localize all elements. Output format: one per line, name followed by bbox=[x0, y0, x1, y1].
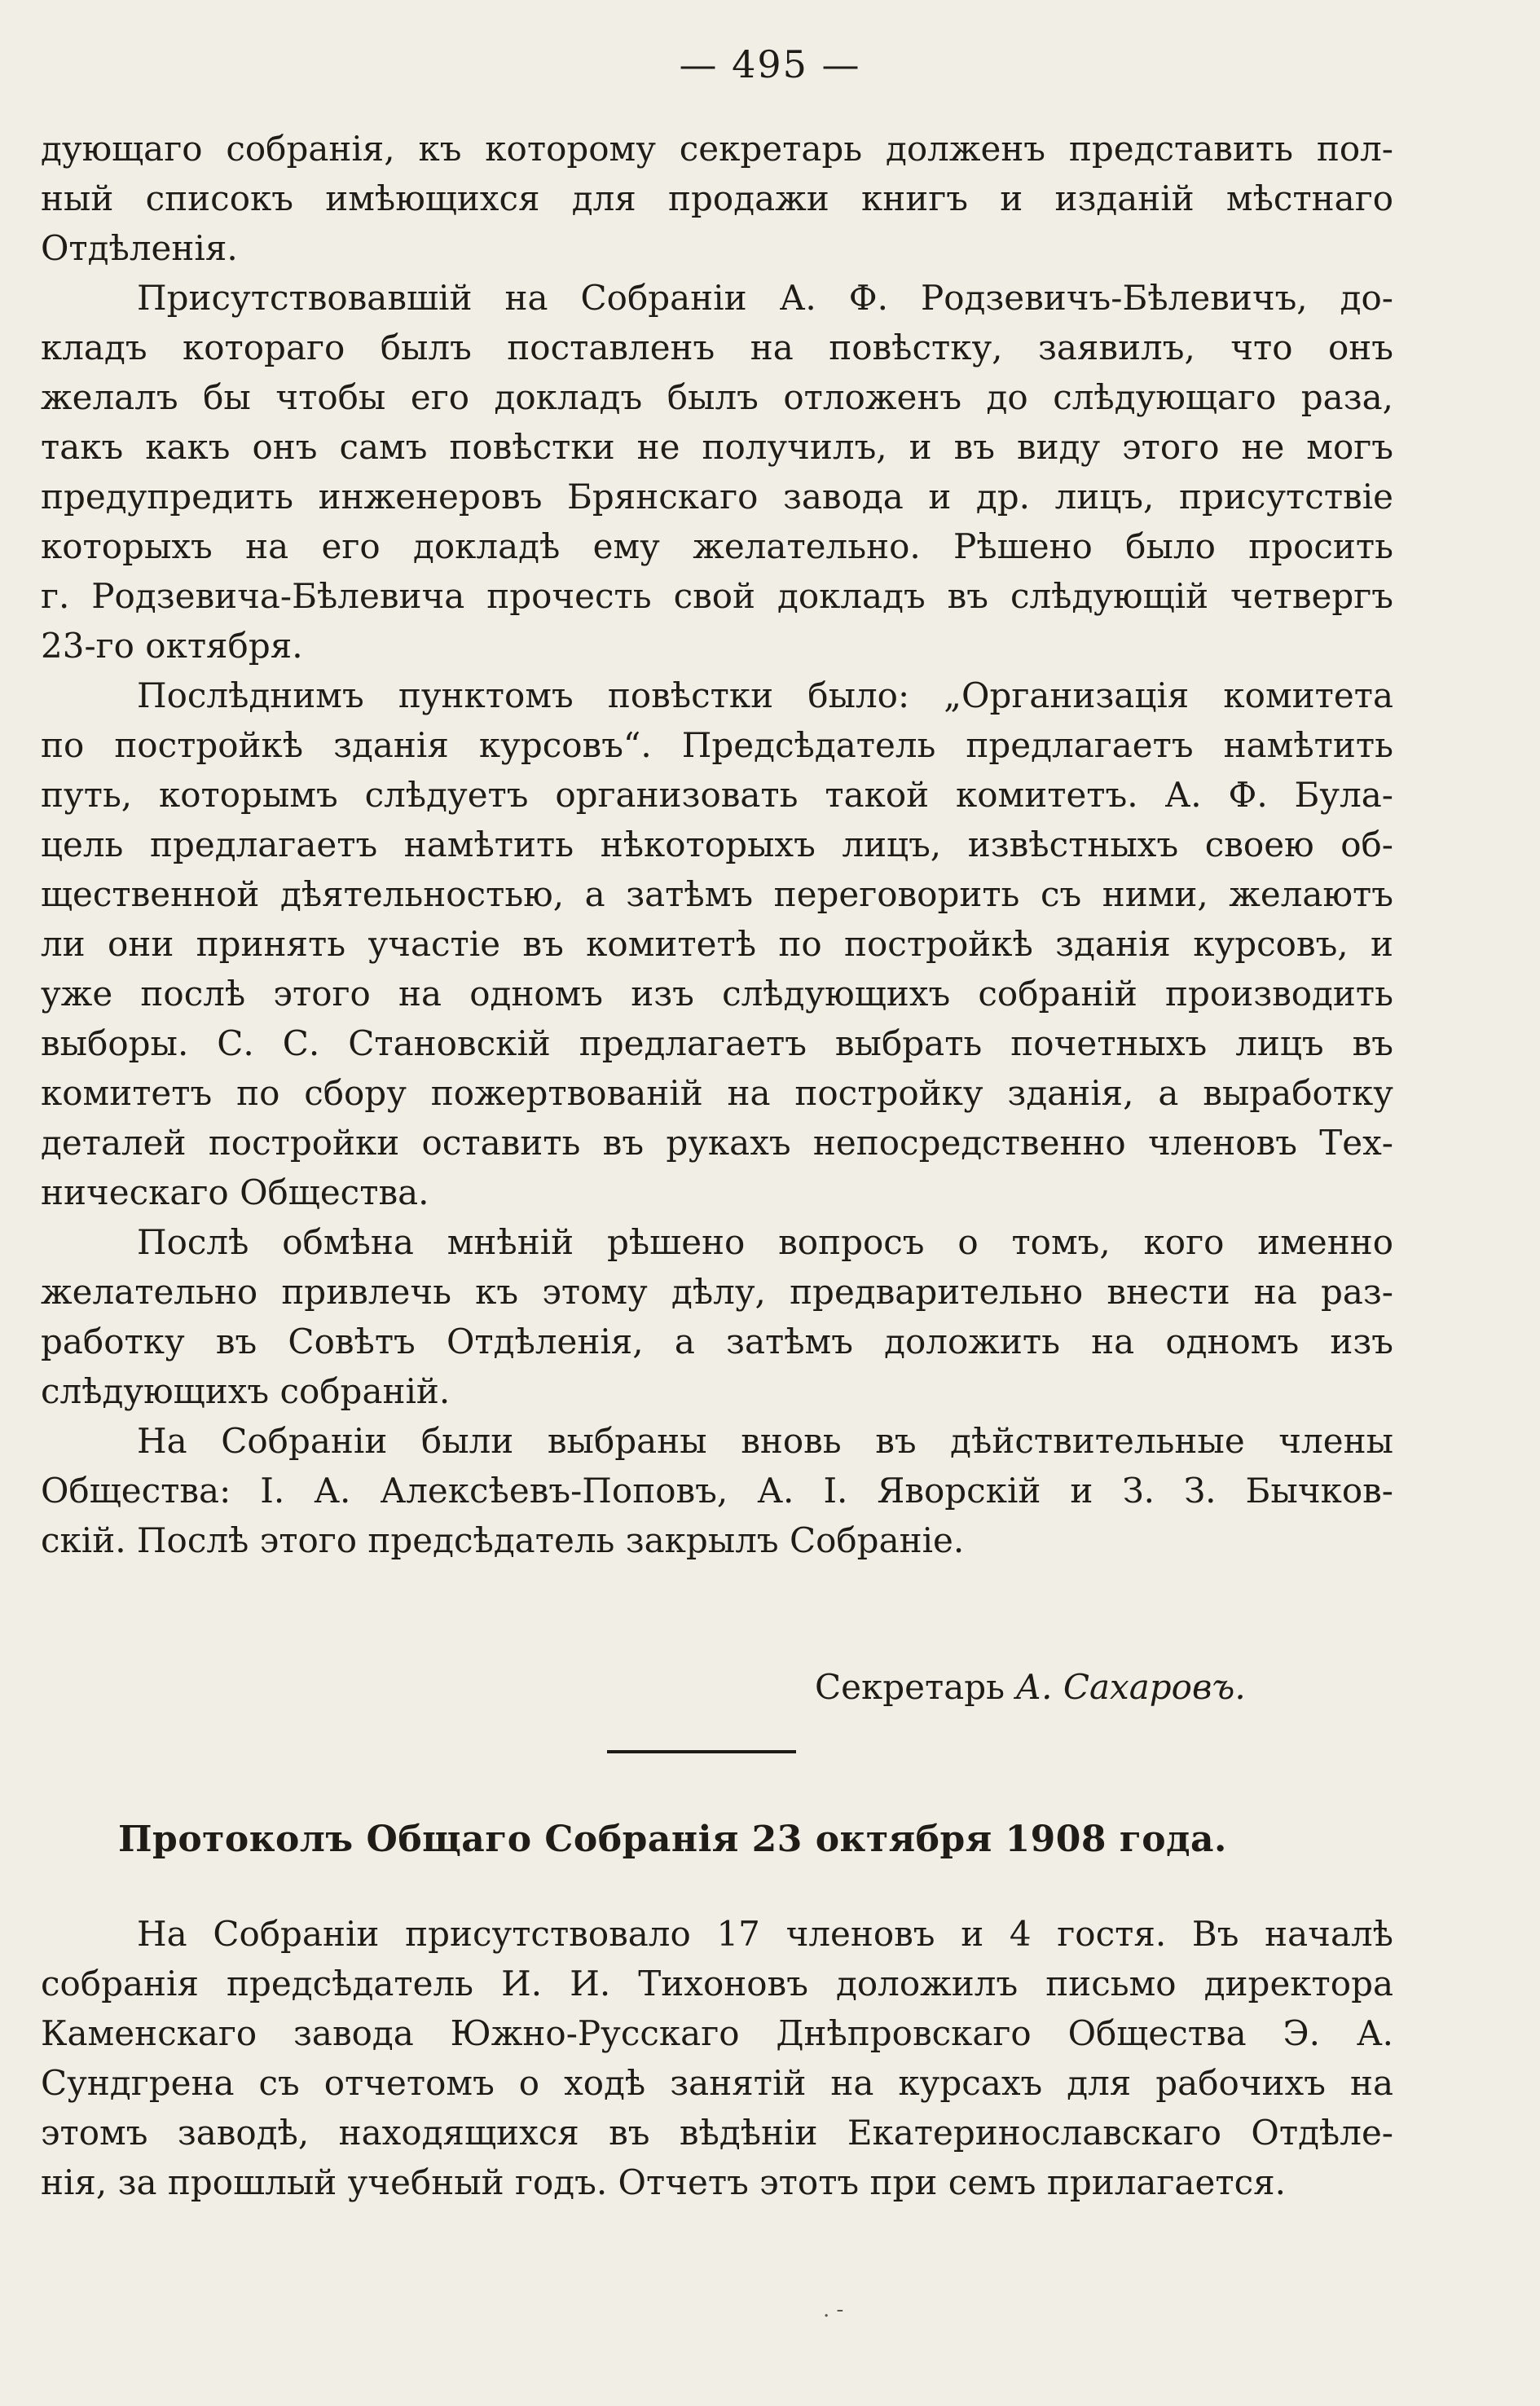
page-number: — 495 — bbox=[679, 42, 861, 86]
text-line: Послѣднимъ пунктомъ повѣстки было: „Организація комитета bbox=[137, 675, 1393, 715]
text-line: щественной дѣятельностью, а затѣмъ переговорить съ ними, желаютъ bbox=[41, 874, 1393, 914]
text-line: деталей постройки оставить въ рукахъ непосредственно членовъ Тех- bbox=[41, 1123, 1393, 1163]
text-line: желательно привлечь къ этому дѣлу, предварительно внести на раз- bbox=[41, 1272, 1393, 1312]
text-line: Общества: І. А. Алексѣевъ-Поповъ, А. І. Яворскій и З. З. Бычков- bbox=[41, 1471, 1393, 1511]
text-line: На Собраніи были выбраны вновь въ дѣйствительные члены bbox=[137, 1421, 1393, 1461]
section-title: Протоколъ Общаго Собранія 23 октября 1908 года. bbox=[118, 1819, 1227, 1860]
text-line: 23-го октября. bbox=[41, 626, 303, 666]
text-line: работку въ Совѣтъ Отдѣленія, а затѣмъ доложить на одномъ изъ bbox=[41, 1322, 1393, 1361]
secretary-signature bbox=[815, 1662, 1246, 1712]
text-line: цель предлагаетъ намѣтить нѣкоторыхъ лицъ, извѣстныхъ своею об- bbox=[41, 825, 1393, 864]
text-line: Сундгрена съ отчетомъ о ходѣ занятій на курсахъ для рабочихъ на bbox=[41, 2063, 1393, 2103]
text-line: кладъ котораго былъ поставленъ на повѣстку, заявилъ, что онъ bbox=[41, 328, 1393, 367]
text-line: ническаго Общества. bbox=[41, 1172, 429, 1212]
text-line: по постройкѣ зданія курсовъ“. Предсѣдатель предлагаетъ намѣтить bbox=[41, 725, 1393, 765]
text-line: этомъ заводѣ, находящихся въ вѣдѣніи Екатеринославскаго Отдѣле- bbox=[41, 2113, 1393, 2153]
text-line: комитетъ по сбору пожертвованій на постройку зданія, а выработку bbox=[41, 1073, 1393, 1113]
text-line: дующаго собранія, къ которому секретарь долженъ представить пол- bbox=[41, 129, 1393, 169]
minutes-text-top bbox=[41, 124, 1393, 1565]
text-line: собранія предсѣдатель И. И. Тихоновъ доложилъ письмо директора bbox=[41, 1964, 1393, 2004]
text-line: предупредить инженеровъ Брянскаго завода и др. лицъ, присутствіе bbox=[41, 477, 1393, 517]
text-line: ный списокъ имѣющихся для продажи книгъ и изданій мѣстнаго bbox=[41, 178, 1393, 218]
text-line: Послѣ обмѣна мнѣній рѣшено вопросъ о томъ, кого именно bbox=[137, 1222, 1393, 1262]
text-line: такъ какъ онъ самъ повѣстки не получилъ, и въ виду этого не могъ bbox=[41, 427, 1393, 467]
text-line: скій. Послѣ этого предсѣдатель закрылъ Собраніе. bbox=[41, 1520, 965, 1560]
text-line: слѣдующихъ собраній. bbox=[41, 1371, 451, 1411]
text-line: которыхъ на его докладѣ ему желательно. Рѣшено было просить bbox=[41, 526, 1393, 566]
text-line: желалъ бы чтобы его докладъ былъ отложенъ до слѣдующаго раза, bbox=[41, 377, 1393, 417]
text-line: г. Родзевича-Бѣлевича прочесть свой докладъ въ слѣдующій четвергъ bbox=[41, 576, 1393, 616]
text-line: уже послѣ этого на одномъ изъ слѣдующихъ собраній производить bbox=[41, 974, 1393, 1014]
section-divider bbox=[607, 1750, 796, 1753]
text-line: нія, за прошлый учебный годъ. Отчетъ этотъ при семъ прилагается. bbox=[41, 2162, 1286, 2202]
text-line: Каменскаго завода Южно-Русскаго Днѣпровскаго Общества Э. А. bbox=[41, 2013, 1393, 2053]
text-line: ли они принять участіе въ комитетѣ по постройкѣ зданія курсовъ, и bbox=[41, 924, 1393, 964]
text-line: Присутствовавшій на Собраніи А. Ф. Родзевичъ-Бѣлевичъ, до- bbox=[137, 278, 1393, 318]
text-line: путь, которымъ слѣдуетъ организовать такой комитетъ. А. Ф. Була- bbox=[41, 775, 1393, 815]
text-line: выборы. С. С. Становскій предлагаетъ выбрать почетныхъ лицъ въ bbox=[41, 1023, 1393, 1063]
minutes-text-bottom bbox=[41, 1909, 1393, 2207]
text-line: Отдѣленія. bbox=[41, 228, 238, 268]
text-line: На Собраніи присутствовало 17 членовъ и 4 гостя. Въ началѣ bbox=[137, 1914, 1393, 1954]
page-specks: . - bbox=[823, 2298, 844, 2322]
signature-label: Секретарь bbox=[815, 1667, 1005, 1707]
signature-name: А. Сахаровъ. bbox=[1015, 1667, 1246, 1707]
